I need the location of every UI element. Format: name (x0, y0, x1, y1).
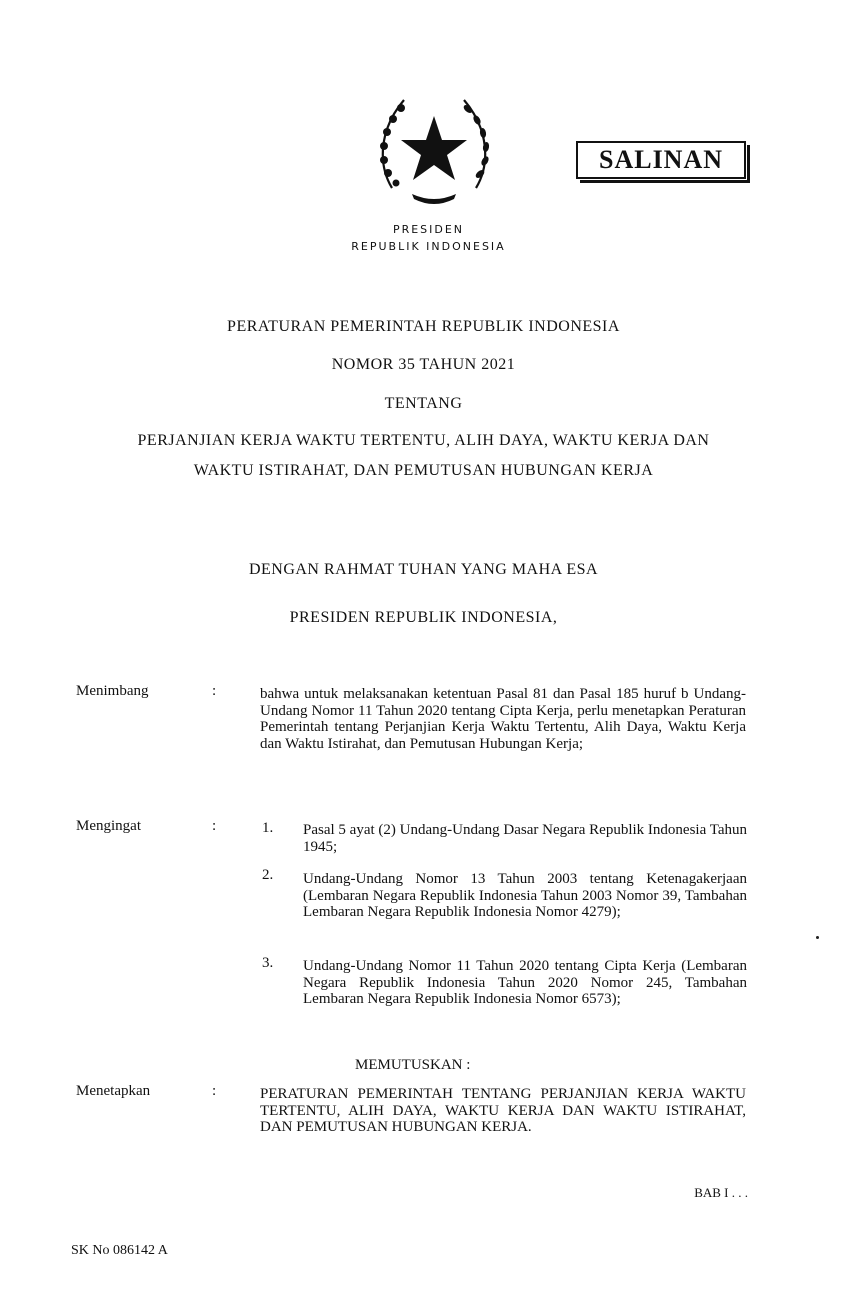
subject-line-2: WAKTU ISTIRAHAT, DAN PEMUTUSAN HUBUNGAN KERJA (193, 462, 654, 479)
memutuskan-heading: MEMUTUSKAN : (355, 1057, 471, 1073)
salinan-stamp (576, 141, 746, 179)
stamp-text: SALINAN (598, 145, 724, 174)
mengingat-item-text: Pasal 5 ayat (2) Undang-Undang Dasar Negara Republik Indonesia Tahun 1945; (303, 822, 747, 855)
presiden-heading: PRESIDEN REPUBLIK INDONESIA, (289, 609, 558, 626)
regulation-number: NOMOR 35 TAHUN 2021 (331, 356, 516, 373)
mengingat-item-number: 1. (262, 820, 274, 836)
garuda-star-emblem-icon (372, 88, 496, 212)
sk-number: SK No 086142 A (71, 1243, 168, 1258)
menetapkan-colon: : (212, 1083, 217, 1099)
menimbang-text: bahwa untuk melaksanakan ketentuan Pasal 81 dan Pasal 185 huruf b Undang-Undang Nomor 11 Tahun 2020 tentang Cipta Kerja, perlu menetapkan Peraturan Pemerintah tentang Perjanjian Kerja Waktu Tertentu, Alih Daya, Waktu Kerja dan Waktu Istirahat, dan Pemutusan Hubungan Kerja; (260, 686, 746, 752)
scan-speck (816, 936, 819, 939)
mengingat-item-text: Undang-Undang Nomor 13 Tahun 2003 tentang Ketenagakerjaan (Lembaran Negara Republik Indonesia Tahun 2003 Nomor 39, Tambahan Lembaran Negara Republik Indonesia Nomor 4279); (303, 871, 747, 920)
rahmat-heading: DENGAN RAHMAT TUHAN YANG MAHA ESA (248, 561, 599, 578)
subject-line-1: PERJANJIAN KERJA WAKTU TERTENTU, ALIH DAYA, WAKTU KERJA DAN (137, 432, 710, 449)
mengingat-item-number: 2. (262, 867, 274, 883)
menimbang-colon: : (212, 683, 217, 699)
presiden-label: PRESIDEN (392, 223, 465, 236)
tentang-heading: TENTANG (384, 395, 463, 412)
mengingat-item-number: 3. (262, 955, 274, 971)
menetapkan-text: PERATURAN PEMERINTAH TENTANG PERJANJIAN KERJA WAKTU TERTENTU, ALIH DAYA, WAKTU KERJA DAN WAKTU ISTIRAHAT, DAN PEMUTUSAN HUBUNGAN KERJA. (260, 1086, 746, 1135)
menimbang-label: Menimbang (76, 683, 149, 699)
mengingat-item-text: Undang-Undang Nomor 11 Tahun 2020 tentang Cipta Kerja (Lembaran Negara Republik Indonesia Tahun 2020 Nomor 245, Tambahan Lembaran Negara Republik Indonesia Nomor 6573); (303, 958, 747, 1007)
republik-label: REPUBLIK INDONESIA (351, 240, 506, 253)
mengingat-label: Mengingat (76, 818, 141, 834)
mengingat-colon: : (212, 818, 217, 834)
next-page-marker: BAB I . . . (694, 1185, 748, 1200)
regulation-title: PERATURAN PEMERINTAH REPUBLIK INDONESIA (227, 318, 620, 335)
menetapkan-label: Menetapkan (76, 1083, 151, 1099)
